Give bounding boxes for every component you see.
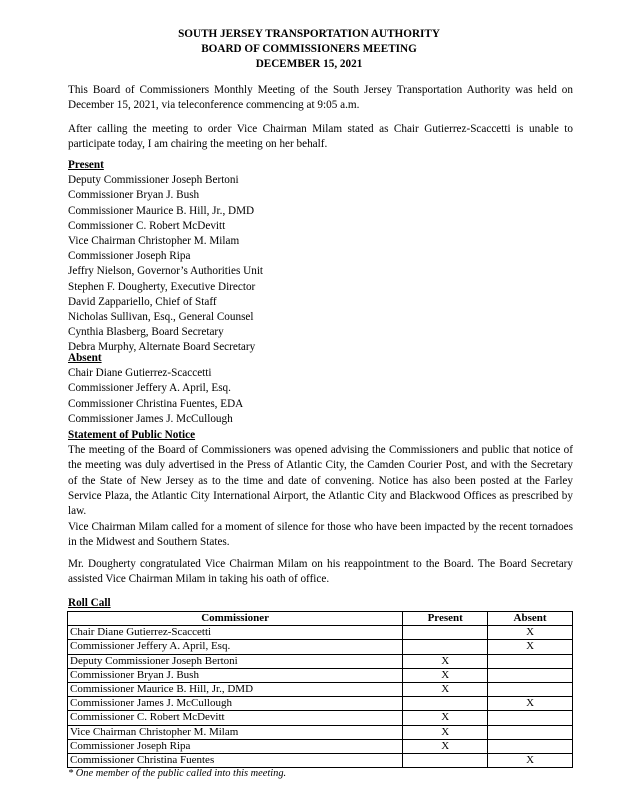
silence-paragraph: Vice Chairman Milam called for a moment of silence for those who have been impacted by the recent tornadoes in the Midwest and Southern States. [68, 521, 573, 549]
absent-cell: X [488, 640, 573, 654]
public-notice-text: The meeting of the Board of Commissioners was opened advising the Commissioners and public that notice of the meeting was duly advertised in the Press of Atlantic City, the Camden Courier Post, and with the Secretary of the State of New Jersey as to the time and date of convening. Notice has also been posted at the Farley Service Plaza, the Atlantic City International Airport, the Atlantic City and Blackwood Offices as prescribed by law. [68, 444, 573, 518]
commissioner-cell: Deputy Commissioner Joseph Bertoni [68, 654, 403, 668]
commissioner-cell: Commissioner Christina Fuentes [68, 753, 403, 767]
commissioner-cell: Commissioner C. Robert McDevitt [68, 711, 403, 725]
commissioner-cell: Commissioner Jeffery A. April, Esq. [68, 640, 403, 654]
present-item: Nicholas Sullivan, Esq., General Counsel [68, 311, 254, 324]
absent-section [68, 351, 573, 427]
table-row [68, 739, 573, 753]
present-cell [403, 753, 488, 767]
absent-cell: X [488, 753, 573, 767]
intro-paragraph: This Board of Commissioners Monthly Meeting of the South Jersey Transportation Authority was held on December 15, 2021, via teleconference commencing at 9:05 a.m. [68, 84, 573, 112]
table-row [68, 654, 573, 668]
absent-heading: Absent [68, 352, 102, 364]
absent-cell [488, 682, 573, 696]
absent-cell: X [488, 626, 573, 640]
present-cell: X [403, 654, 488, 668]
table-row [68, 626, 573, 640]
header-date: DECEMBER 15, 2021 [255, 58, 363, 70]
present-cell: X [403, 668, 488, 682]
absent-item: Commissioner Christina Fuentes, EDA [68, 397, 244, 410]
public-notice-section [68, 428, 573, 519]
absent-item: Commissioner James J. McCullough [68, 412, 233, 425]
commissioner-cell: Commissioner Joseph Ripa [68, 739, 403, 753]
commissioner-cell: Commissioner Bryan J. Bush [68, 668, 403, 682]
absent-cell [488, 668, 573, 682]
commissioner-cell: Commissioner James J. McCullough [68, 697, 403, 711]
present-cell [403, 626, 488, 640]
absent-cell [488, 654, 573, 668]
present-cell: X [403, 682, 488, 696]
absent-item: Chair Diane Gutierrez-Scaccetti [68, 367, 212, 380]
present-cell [403, 697, 488, 711]
roll-call-table [67, 611, 573, 768]
present-cell: X [403, 739, 488, 753]
commissioner-cell: Vice Chairman Christopher M. Milam [68, 725, 403, 739]
column-header-commissioner: Commissioner [68, 612, 403, 626]
present-item: Commissioner Bryan J. Bush [68, 189, 200, 202]
present-section [68, 158, 573, 356]
present-cell: X [403, 711, 488, 725]
table-header-row [68, 612, 573, 626]
public-notice-heading: Statement of Public Notice [68, 429, 196, 441]
present-item: Jeffry Nielson, Governor’s Authorities Unit [68, 265, 264, 278]
absent-cell: X [488, 697, 573, 711]
present-item: Commissioner Joseph Ripa [68, 250, 191, 263]
present-item: Debra Murphy, Alternate Board Secretary [68, 341, 256, 354]
table-row [68, 711, 573, 725]
call-to-order-paragraph: After calling the meeting to order Vice Chairman Milam stated as Chair Gutierrez-Scaccetti is unable to participate today, I am chairing the meeting on her behalf. [68, 123, 573, 151]
table-row [68, 753, 573, 767]
present-item: Deputy Commissioner Joseph Bertoni [68, 174, 239, 187]
roll-call-heading: Roll Call [68, 597, 111, 609]
absent-cell [488, 739, 573, 753]
present-cell [403, 640, 488, 654]
footnote: * One member of the public called into this meeting. [68, 768, 287, 779]
column-header-absent: Absent [488, 612, 573, 626]
table-row [68, 668, 573, 682]
header-meeting: BOARD OF COMMISSIONERS MEETING [201, 43, 417, 55]
present-item: Stephen F. Dougherty, Executive Director [68, 280, 256, 293]
present-item: David Zappariello, Chief of Staff [68, 295, 217, 308]
commissioner-cell: Chair Diane Gutierrez-Scaccetti [68, 626, 403, 640]
present-item: Vice Chairman Christopher M. Milam [68, 235, 240, 248]
absent-item: Commissioner Jeffery A. April, Esq. [68, 382, 231, 395]
header-authority: SOUTH JERSEY TRANSPORTATION AUTHORITY [178, 28, 440, 40]
present-item: Commissioner Maurice B. Hill, Jr., DMD [68, 204, 255, 217]
congrats-paragraph: Mr. Dougherty congratulated Vice Chairman Milam on his reappointment to the Board. The Board Secretary assisted Vice Chairman Milam in taking his oath of office. [68, 558, 573, 586]
document-header [0, 27, 618, 72]
roll-call-section [68, 596, 573, 611]
table-row [68, 682, 573, 696]
column-header-present: Present [403, 612, 488, 626]
absent-cell [488, 711, 573, 725]
present-cell: X [403, 725, 488, 739]
table-row [68, 640, 573, 654]
table-row [68, 697, 573, 711]
present-item: Cynthia Blasberg, Board Secretary [68, 326, 224, 339]
table-row [68, 725, 573, 739]
commissioner-cell: Commissioner Maurice B. Hill, Jr., DMD [68, 682, 403, 696]
present-item: Commissioner C. Robert McDevitt [68, 219, 226, 232]
absent-cell [488, 725, 573, 739]
present-heading: Present [68, 159, 104, 171]
